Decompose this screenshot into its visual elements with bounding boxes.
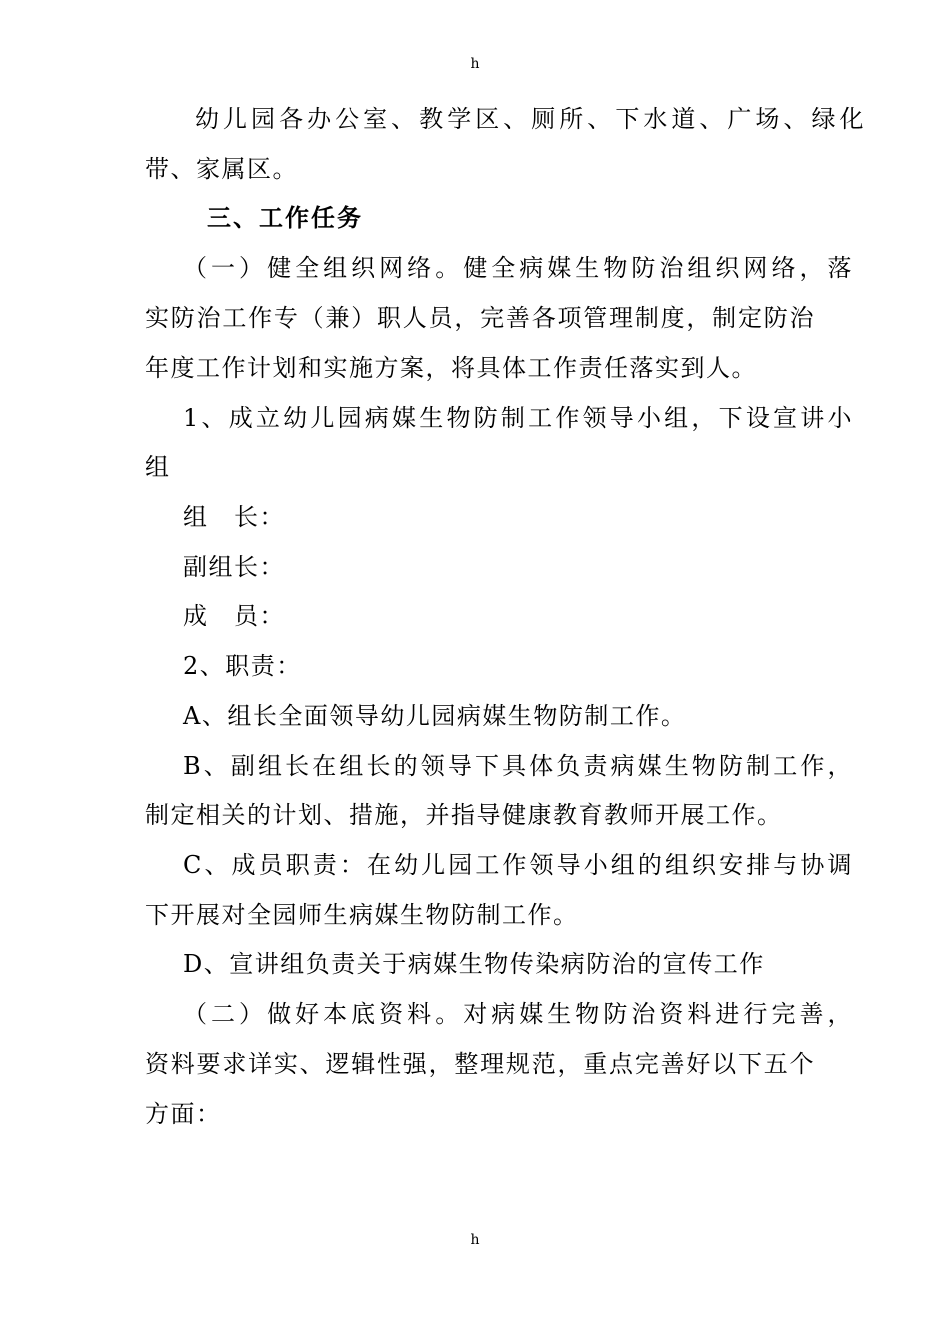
duty-d: D、宣讲组负责关于病媒生物传染病防治的宣传工作: [183, 950, 765, 978]
text-line-scope-2: 带、家属区。: [145, 155, 298, 183]
text-line-org-3: 年度工作计划和实施方案，将具体工作责任落实到人。: [145, 354, 757, 382]
group-leader-label: 组 长：: [183, 503, 285, 531]
duty-c-1: C、成员职责：在幼儿园工作领导小组的组织安排与协调: [183, 851, 853, 879]
text-line-org-1: （一）健全组织网络。健全病媒生物防治组织网络，落: [183, 254, 853, 282]
text-line-group-2: 组: [145, 453, 171, 481]
text-line-scope-1: 幼儿园各办公室、教学区、厕所、下水道、广场、绿化: [195, 105, 865, 133]
text-line-baseline-2: 资料要求详实、逻辑性强，整理规范，重点完善好以下五个: [145, 1050, 815, 1078]
text-line-group-1: 1、成立幼儿园病媒生物防制工作领导小组，下设宣讲小: [183, 404, 853, 432]
members-label: 成 员：: [183, 602, 285, 630]
text-line-baseline-1: （二）做好本底资料。对病媒生物防治资料进行完善，: [183, 1000, 853, 1028]
duty-b-1: B、副组长在组长的领导下具体负责病媒生物防制工作，: [183, 752, 853, 780]
text-line-baseline-3: 方面：: [145, 1100, 222, 1128]
section-heading-tasks: 三、工作任务: [207, 203, 363, 232]
text-line-org-2: 实防治工作专（兼）职人员，完善各项管理制度，制定防治: [145, 304, 815, 332]
page-footer-mark: h: [470, 1232, 480, 1248]
deputy-leader-label: 副组长：: [183, 553, 285, 581]
duties-heading: 2、职责：: [183, 652, 302, 680]
page-header-mark: h: [470, 56, 480, 72]
duty-b-2: 制定相关的计划、措施，并指导健康教育教师开展工作。: [145, 801, 783, 829]
duty-c-2: 下开展对全园师生病媒生物防制工作。: [145, 901, 579, 929]
duty-a: A、组长全面领导幼儿园病媒生物防制工作。: [183, 702, 687, 730]
